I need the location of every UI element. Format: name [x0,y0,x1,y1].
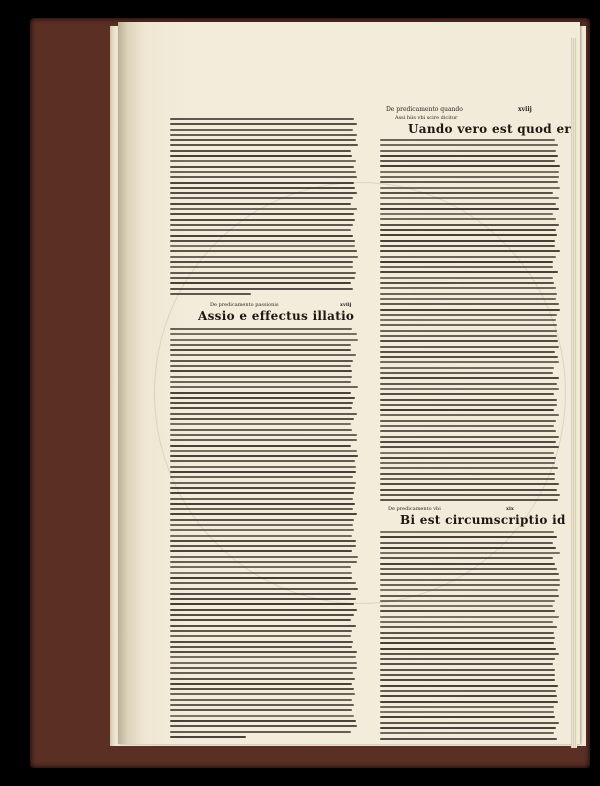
text-line [380,335,557,337]
right-initial-heading: Uando vero est quod er [408,122,572,136]
text-line [170,524,353,526]
text-line [170,540,356,542]
text-line [170,144,358,146]
text-line [170,688,354,690]
text-line [170,693,355,695]
text-line [170,704,354,706]
text-line [170,598,356,600]
text-line [380,452,554,454]
text-line [380,436,559,438]
text-line [380,425,554,427]
text-line [170,250,357,252]
text-line [380,589,558,591]
text-line [170,466,356,468]
text-line [380,669,555,671]
text-line [170,328,352,330]
text-line [380,303,559,305]
text-line [380,595,559,597]
text-line [380,224,559,226]
text-line [380,155,558,157]
text-line [380,531,554,533]
text-line [380,642,554,644]
text-line [170,171,356,173]
text-line [170,487,355,489]
text-line [380,674,555,676]
text-line [380,547,556,549]
text-line [170,272,356,274]
text-line [170,545,356,547]
text-line [170,550,352,552]
text-line [170,683,352,685]
text-line [170,492,354,494]
text-line [170,535,352,537]
left-column-text-main [170,328,358,741]
text-line [380,600,555,602]
text-line [170,572,352,574]
text-line [170,402,353,404]
text-line [170,476,353,478]
text-line [170,529,354,531]
text-line [170,288,353,290]
text-line [170,566,351,568]
text-line [170,240,355,242]
text-line [380,467,558,469]
text-line [380,499,558,501]
text-line [380,494,560,496]
text-line [170,266,353,268]
text-line [380,203,556,205]
text-line [170,245,355,247]
text-line [380,483,559,485]
text-line [380,293,557,295]
text-line [380,430,556,432]
text-line [380,250,560,252]
text-line [170,282,351,284]
text-line [170,344,351,346]
text-line [380,446,559,448]
text-line [380,324,557,326]
text-line [170,460,355,462]
text-line [380,695,557,697]
text-line [170,208,357,210]
text-line [380,478,555,480]
text-line [170,203,351,205]
text-line [170,256,358,258]
text-line [380,171,559,173]
text-line [380,568,557,570]
text-line [170,582,356,584]
text-line [170,651,357,653]
text-line [380,388,559,390]
right-initial-heading-2: Bi est circumscriptio id [400,513,566,527]
text-line [170,360,353,362]
right-section-folio: xix [506,506,514,512]
text-line [380,314,557,316]
book-page [118,22,580,744]
text-line [170,450,357,452]
text-line [380,309,560,311]
text-line [380,663,553,665]
text-line [380,685,558,687]
text-line [380,632,554,634]
text-line [380,287,556,289]
text-line [170,561,357,563]
text-line [380,277,553,279]
text-line [380,653,559,655]
text-line [170,429,352,431]
fore-edge [571,38,577,748]
text-line [380,648,556,650]
text-line [170,482,356,484]
text-line [380,176,559,178]
text-line [170,641,353,643]
text-line [170,139,356,141]
text-line [380,346,559,348]
text-line [380,261,553,263]
text-line [170,731,351,733]
text-line [170,166,354,168]
text-line [170,445,351,447]
text-line [170,662,357,664]
left-initial-heading: Assio e effectus illatio [198,309,355,323]
text-line [170,672,353,674]
text-line [170,397,355,399]
text-line [380,542,553,544]
running-head: De predicamento quando [386,106,463,113]
text-line [170,709,352,711]
text-line [170,513,357,515]
text-line [170,667,357,669]
text-line [170,277,355,279]
text-line [170,261,353,263]
text-line [170,736,246,738]
text-line [170,407,352,409]
text-line [170,219,355,221]
text-line [380,256,556,258]
text-line [380,727,556,729]
text-line [170,609,357,611]
running-head-sub: Assi hiis vbi scire dicitur [395,115,458,121]
left-section-caption: De predicamento passionis [210,302,279,308]
text-line [170,699,352,701]
text-line [380,319,556,321]
text-line [170,471,356,473]
text-line [380,626,557,628]
text-line [380,605,553,607]
text-line [170,577,352,579]
text-line [380,367,554,369]
text-line [380,706,554,708]
text-line [170,455,358,457]
right-column-text-bottom [380,531,560,743]
text-line [380,144,558,146]
text-line [380,722,559,724]
text-line [170,235,353,237]
text-line [170,376,352,378]
text-line [380,356,558,358]
text-line [380,271,558,273]
text-line [380,298,556,300]
text-line [170,182,354,184]
text-line [170,339,358,341]
text-line [170,508,353,510]
folio-number: xviij [518,106,532,113]
text-line [380,150,556,152]
text-line [380,192,553,194]
text-line [170,150,351,152]
text-line [170,519,354,521]
text-line [380,420,556,422]
text-line [170,503,355,505]
text-line [170,354,356,356]
text-line [170,224,353,226]
text-line [380,266,553,268]
text-line [170,134,357,136]
text-line [170,118,354,120]
text-line [380,404,557,406]
text-line [380,610,555,612]
text-line [380,393,554,395]
text-line [380,181,558,183]
text-line [170,192,357,194]
text-line [170,160,356,162]
text-line [380,377,559,379]
text-line [170,423,351,425]
text-line [170,656,356,658]
text-line [380,441,556,443]
text-line [380,139,555,141]
text-line [380,536,557,538]
text-line [380,457,556,459]
text-line [170,129,353,131]
text-line [380,197,559,199]
text-line [170,720,356,722]
text-line [380,160,555,162]
text-line [380,351,555,353]
text-line [380,711,554,713]
text-line [170,386,358,388]
text-line [380,690,556,692]
text-line [380,738,557,740]
text-line [380,330,557,332]
text-line [380,616,559,618]
text-line [170,293,251,295]
text-line [170,155,352,157]
text-line [170,614,354,616]
text-line [380,414,559,416]
text-line [170,625,356,627]
text-line [380,552,560,554]
text-line [380,234,557,236]
text-line [380,399,557,401]
text-line [170,619,351,621]
right-column-text-top [380,139,560,504]
text-line [380,245,555,247]
text-line [380,701,558,703]
text-line [170,593,351,595]
text-line [170,349,351,351]
text-line [380,732,554,734]
text-line [380,557,553,559]
text-line [380,573,559,575]
text-line [380,563,555,565]
text-line [380,637,555,639]
text-line [380,218,556,220]
text-line [380,621,553,623]
left-column-text-top [170,118,358,298]
text-line [170,715,354,717]
text-line [380,282,554,284]
text-line [380,584,560,586]
text-line [170,434,357,436]
text-line [170,498,353,500]
text-line [380,383,557,385]
text-line [170,413,357,415]
text-line [170,418,354,420]
right-section-caption: De predicamento vbi [388,506,441,512]
text-line [380,473,555,475]
text-line [170,365,351,367]
text-line [380,716,555,718]
text-line [380,240,555,242]
text-line [170,370,352,372]
text-line [170,123,357,125]
text-line [170,588,358,590]
text-line [380,165,560,167]
text-line [380,679,555,681]
text-line [380,372,553,374]
text-line [380,658,555,660]
text-line [380,409,554,411]
text-line [170,635,351,637]
text-line [170,187,355,189]
text-line [170,213,354,215]
text-line [380,229,556,231]
text-line [170,176,357,178]
text-line [170,229,351,231]
text-line [380,213,553,215]
text-line [170,439,357,441]
text-line [380,462,555,464]
text-line [170,725,357,727]
text-line [380,579,560,581]
text-line [170,333,357,335]
text-line [170,603,354,605]
text-line [170,556,358,558]
text-line [380,208,559,210]
text-line [380,187,560,189]
left-section-folio: xviij [340,302,352,308]
text-line [170,630,352,632]
text-line [380,340,558,342]
text-line [170,646,352,648]
text-line [380,361,559,363]
text-line [170,392,351,394]
text-line [170,678,355,680]
text-line [170,381,351,383]
text-line [380,489,557,491]
text-line [170,197,353,199]
